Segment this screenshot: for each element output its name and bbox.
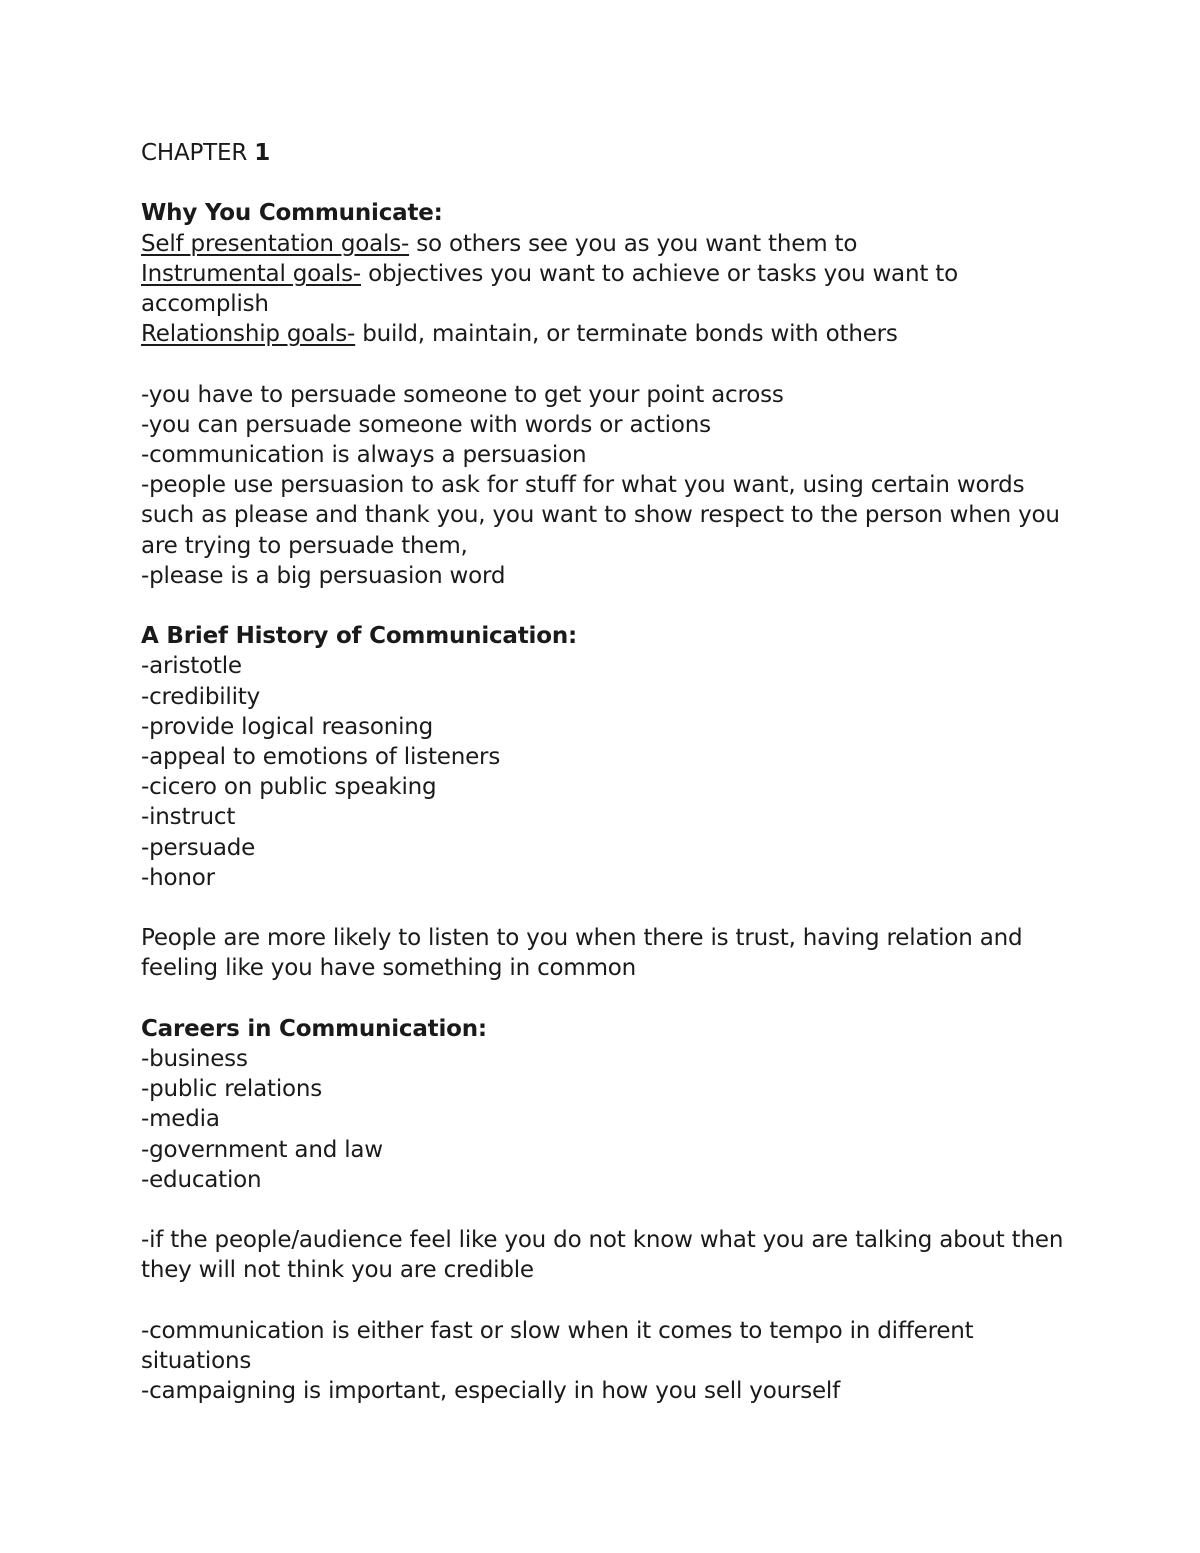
goal-term: Self presentation goals- [141, 230, 410, 257]
credibility-note: -if the people/audience feel like you do not know what you are talking about then they will not think you are credible [141, 1227, 1064, 1284]
goal-definition: objectives you want to achieve or tasks you want to accomplish [141, 260, 958, 317]
persuasion-note: -you have to persuade someone to get your point across [141, 381, 784, 408]
goal-term: Instrumental goals- [141, 260, 361, 287]
history-item: -provide logical reasoning [141, 713, 434, 740]
goal-definition: build, maintain, or terminate bonds with others [355, 321, 898, 348]
chapter-number: 1 [254, 140, 271, 166]
spacer [141, 984, 1071, 1014]
chapter-word: CHAPTER [141, 140, 248, 166]
history-item: -honor [141, 864, 215, 891]
spacer [141, 1195, 1071, 1225]
closing-note: -communication is either fast or slow when it comes to tempo in different situations [141, 1317, 974, 1375]
history-item: -instruct [141, 804, 236, 831]
document-page [141, 138, 1071, 1406]
trust-paragraph: People are more likely to listen to you when there is trust, having relation and feeling like you have something in common [141, 925, 1023, 982]
persuasion-note: -people use persuasion to ask for stuff for what you want, using certain words such as please and thank you, you want to show respect to the person when you are trying to persuade them, [141, 472, 1060, 559]
spacer [141, 893, 1071, 923]
career-item: -education [141, 1166, 262, 1193]
closing-note: -campaigning is important, especially in how you sell yourself [141, 1378, 841, 1405]
persuasion-note: -you can persuade someone with words or actions [141, 411, 711, 438]
spacer [141, 1286, 1071, 1316]
why-communicate-heading: Why You Communicate: [141, 200, 443, 227]
spacer [141, 349, 1071, 379]
history-item: -aristotle [141, 653, 242, 680]
history-heading: A Brief History of Communication: [141, 623, 578, 650]
persuasion-note: -please is a big persuasion word [141, 562, 506, 589]
spacer [141, 168, 1071, 198]
chapter-title [141, 138, 1071, 168]
career-item: -media [141, 1106, 220, 1133]
goal-relationship [141, 319, 1071, 349]
spacer [141, 591, 1071, 621]
careers-heading: Careers in Communication: [141, 1015, 487, 1042]
career-item: -government and law [141, 1136, 383, 1163]
history-item: -appeal to emotions of listeners [141, 744, 501, 771]
career-item: -public relations [141, 1076, 323, 1103]
persuasion-note: -communication is always a persuasion [141, 442, 587, 468]
goal-instrumental [141, 259, 1071, 319]
history-item: -credibility [141, 683, 261, 710]
goal-definition: so others see you as you want them to [409, 230, 858, 257]
goal-self-presentation [141, 229, 1071, 259]
career-item: -business [141, 1046, 248, 1073]
goal-term: Relationship goals- [141, 321, 356, 348]
history-item: -persuade [141, 834, 256, 861]
history-item: -cicero on public speaking [141, 774, 437, 801]
